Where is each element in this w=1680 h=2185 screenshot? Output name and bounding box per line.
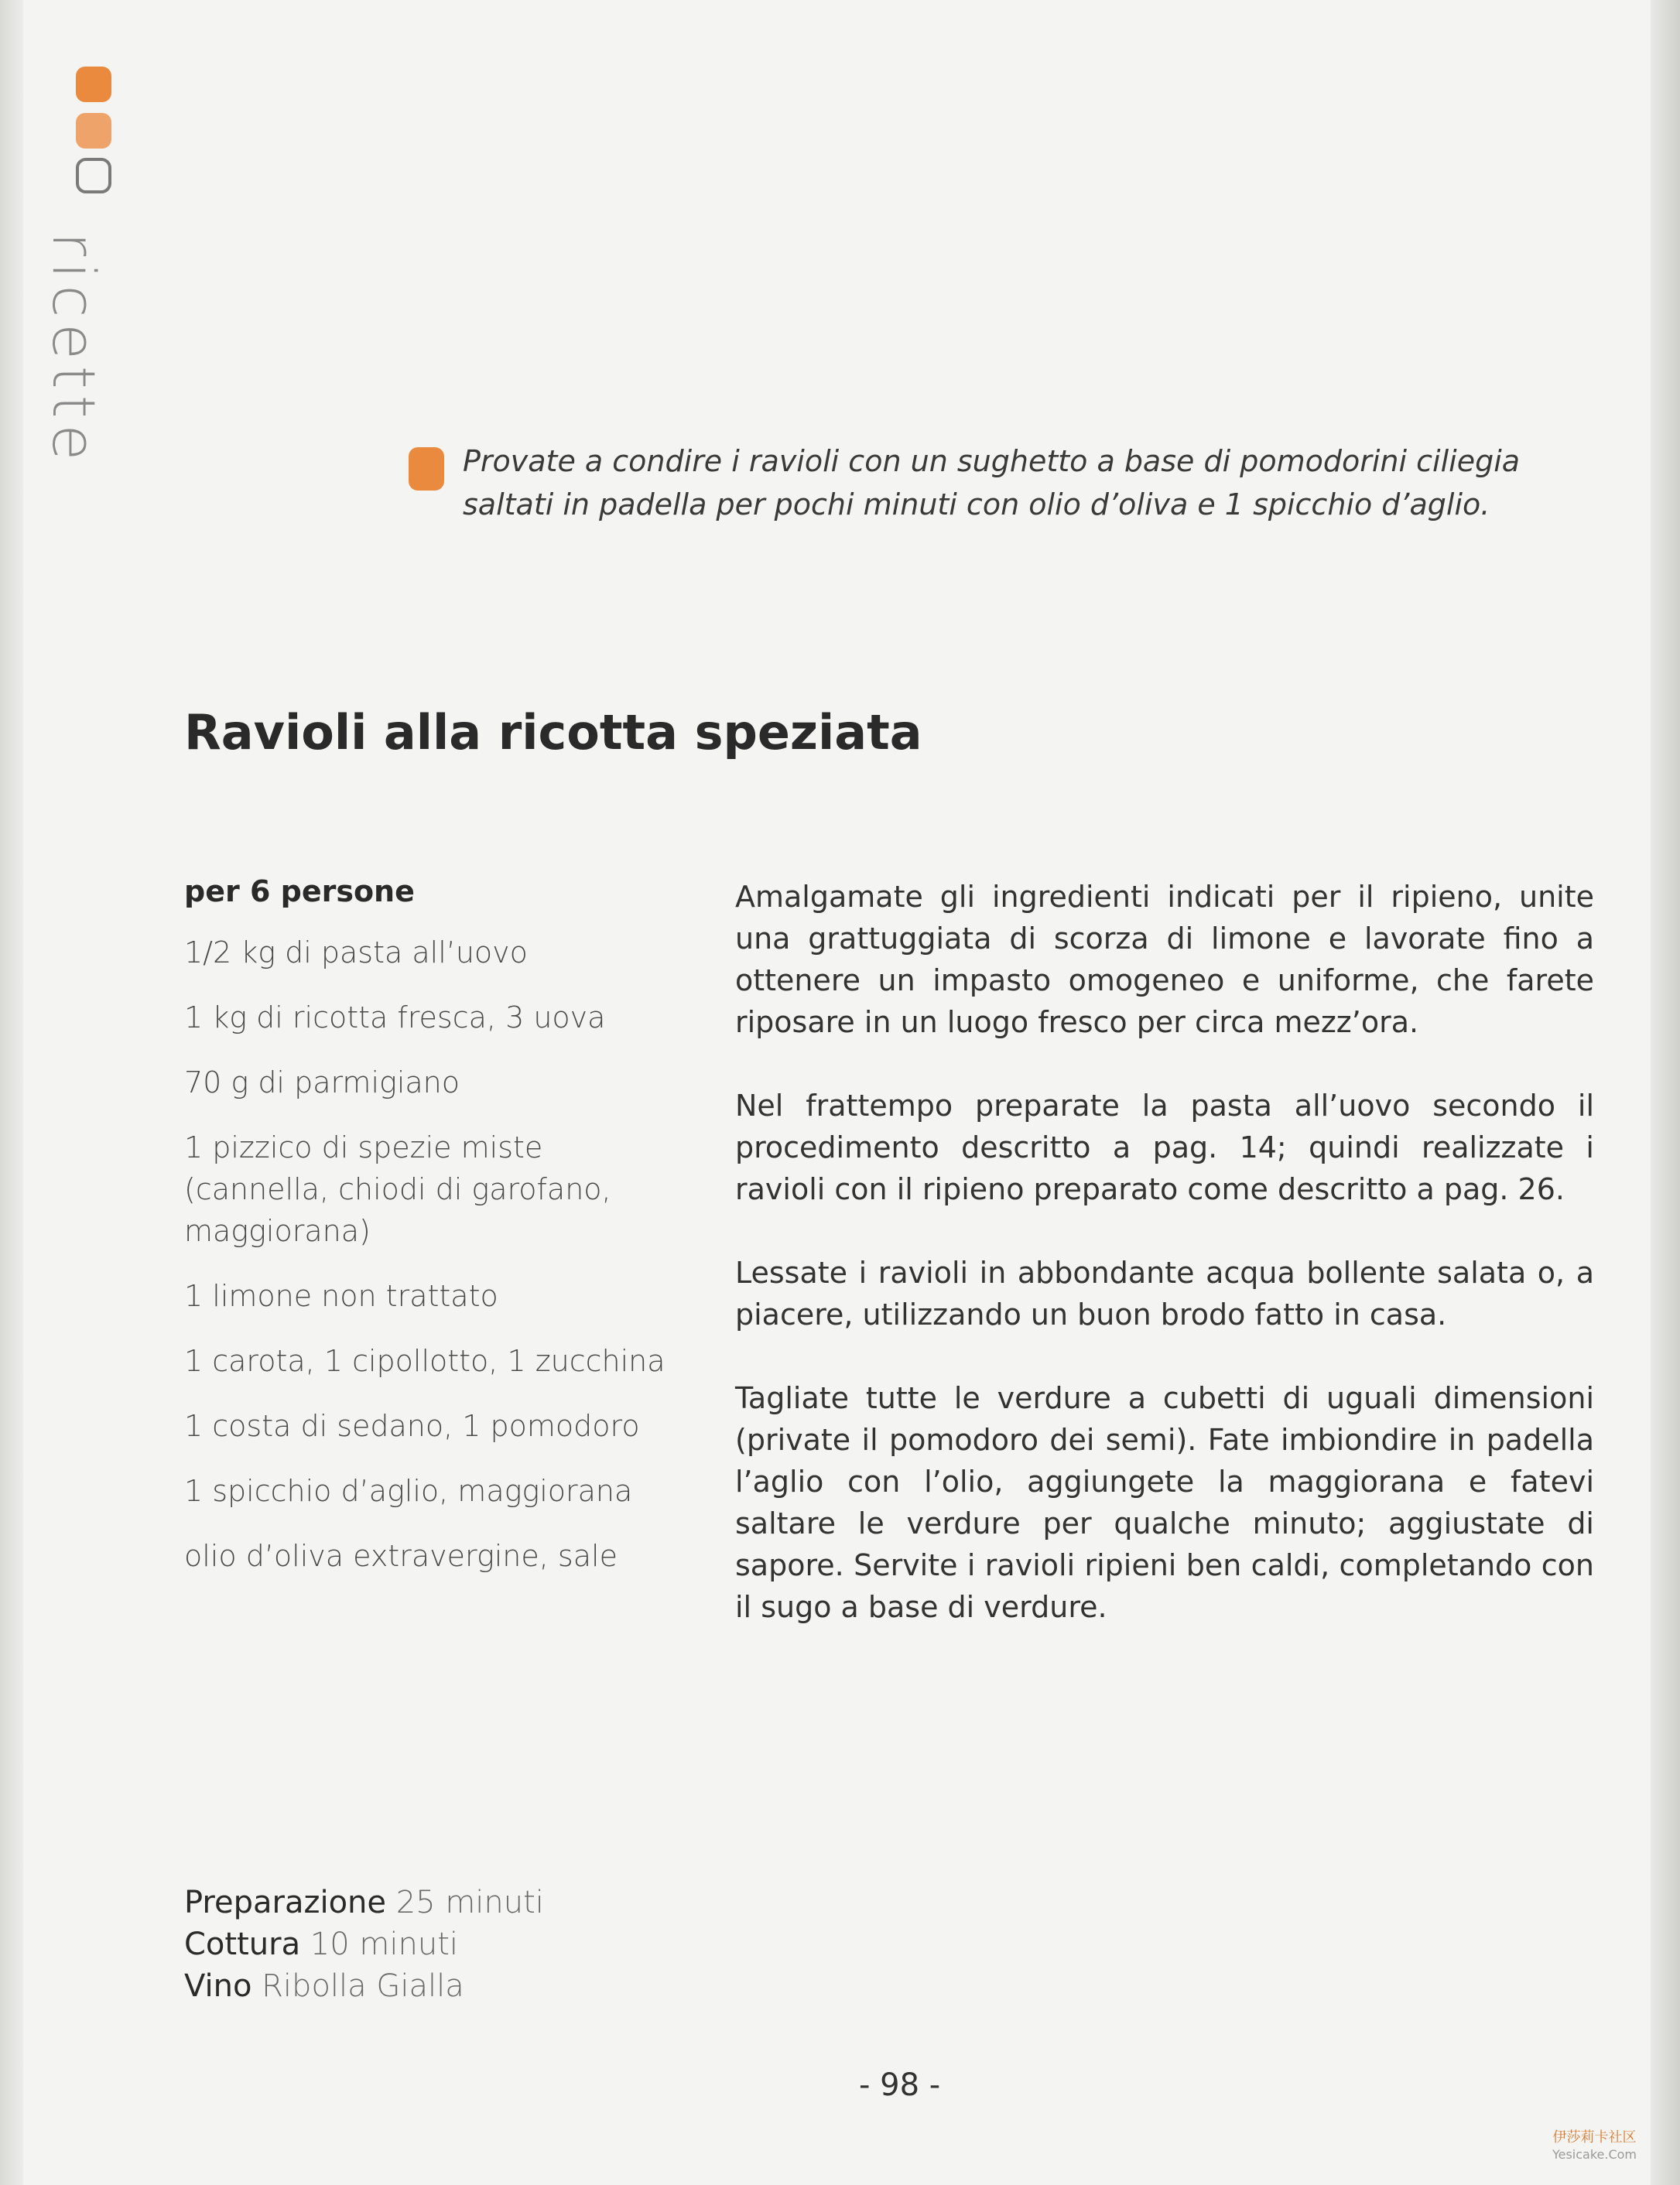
section-label: ricette: [39, 232, 108, 467]
method-paragraph: Tagliate tutte le verdure a cubetti di uguali dimensioni (private il pomodoro dei semi). Fate imbiondire in padella l’aglio con l’olio, aggiungete la maggiorana e fatevi saltare le verdure per qualche minuto; aggiustate di sapore. Servite i ravioli ripieni ben caldi, completando con il sugo a base di verdure.: [735, 1381, 1594, 1624]
watermark: [1552, 2129, 1637, 2163]
tip-line: saltati in padella per pochi minuti con olio d’oliva e 1 spicchio d’aglio.: [463, 487, 1490, 521]
tip-bullet-icon: [409, 447, 444, 491]
page-edge-right: [1651, 0, 1680, 2185]
ingredient-item: 1 carota, 1 cipollotto, 1 zucchina: [184, 1344, 665, 1378]
section-marker-square-light: [76, 113, 111, 149]
method-paragraph: Nel frattempo preparate la pasta all’uovo secondo il procedimento descritto a pag. 14; quindi realizzate i ravioli con il ripieno preparato come descritto a pag. 26.: [735, 1089, 1594, 1206]
tip-text: [463, 439, 1562, 526]
ingredient-item: olio d’oliva extravergine, sale: [184, 1539, 618, 1573]
tip-line: Provate a condire i ravioli con un sughetto a base di pomodorini ciliegia: [463, 444, 1521, 478]
prep-time-row: [184, 1882, 544, 1923]
cook-time-value: 10 minuti: [310, 1927, 458, 1962]
section-marker-square-outline: [76, 158, 111, 193]
ingredient-item: 1 pizzico di spezie miste (cannella, chiodi di garofano, maggiorana): [184, 1130, 611, 1248]
servings-heading: per 6 persone: [184, 874, 415, 908]
method-paragraph: Lessate i ravioli in abbondante acqua bollente salata o, a piacere, utilizzando un buon brodo fatto in casa.: [735, 1256, 1594, 1332]
recipe-title: Ravioli alla ricotta speziata: [184, 704, 922, 761]
watermark-line: Yesicake.Com: [1552, 2147, 1637, 2162]
page-number: - 98 -: [859, 2067, 941, 2103]
cook-time-label: Cottura: [184, 1927, 301, 1962]
cook-time-row: [184, 1923, 544, 1965]
prep-time-value: 25 minuti: [395, 1885, 544, 1920]
prep-time-label: Preparazione: [184, 1885, 386, 1920]
recipe-info: [184, 1882, 544, 2007]
ingredient-item: 1 kg di ricotta fresca, 3 uova: [184, 1000, 606, 1034]
ingredients-column: [184, 871, 695, 1600]
ingredient-item: 70 g di parmigiano: [184, 1065, 460, 1099]
section-marker-square-filled: [76, 67, 111, 102]
ingredients-list: [184, 932, 695, 1577]
wine-row: [184, 1965, 544, 2007]
wine-value: Ribolla Gialla: [262, 1968, 464, 2004]
ingredient-item: 1 limone non trattato: [184, 1279, 498, 1313]
page-edge-left: [0, 0, 23, 2185]
ingredient-item: 1/2 kg di pasta all’uovo: [184, 935, 528, 969]
ingredient-item: 1 costa di sedano, 1 pomodoro: [184, 1409, 640, 1443]
watermark-line: 伊莎莉卡社区: [1552, 2129, 1637, 2146]
method-paragraph: Amalgamate gli ingredienti indicati per il ripieno, unite una grattuggiata di scorza di limone e lavorate fino a ottenere un impasto omogeneo e uniforme, che farete riposare in un luogo fresco per circa mezz’ora.: [735, 880, 1594, 1039]
wine-label: Vino: [184, 1968, 252, 2004]
method-column: [735, 876, 1594, 1670]
ingredient-item: 1 spicchio d’aglio, maggiorana: [184, 1474, 633, 1508]
